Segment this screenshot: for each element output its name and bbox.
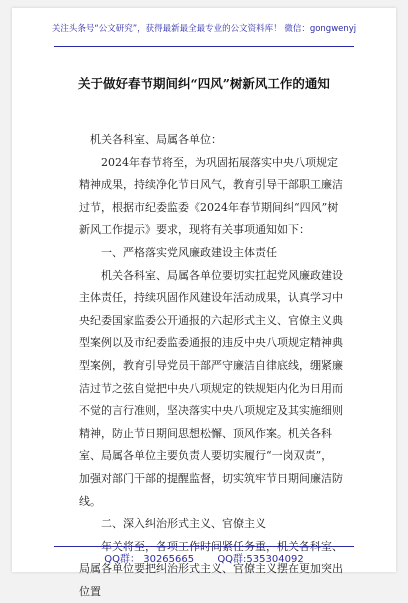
paragraph-intro: 2024年春节将至，为巩固拓展落实中央八项规定精神成果，持续净化节日风气，教育引导干部职工廉洁过节，根据市纪委监委《2024年春节期间纠“四风”树新风工作提示》要求，现将有关事项通知如下：	[79, 155, 343, 237]
salutation: 机关各科室、局属各单位：	[90, 133, 222, 146]
header-note: 关注头条号“公文研究”，获得最新最全最专业的公文资料库！ 微信：gongwenyj	[51, 24, 357, 34]
footer-qq-group-2: QQ群:535304092	[217, 554, 304, 565]
footer-qq-group-1: QQ群： 30265665	[104, 554, 195, 565]
document-page	[12, 8, 396, 598]
paragraph-section-1: 机关各科室、局属各单位要切实扛起党风廉政建设主体责任，持续巩固作风建设年活动成果，认真学习中央纪委国家监委公开通报的六起形式主义、官僚主义典型案例以及市纪委监委通报的违反中央八项规定精神典型案例，教育引导党员干部严守廉洁自律底线，绷紧廉洁过节之弦自觉把中央八项规定的铁规矩内化为日用而不觉的言行准则，坚决落实中央八项规定及其实施细则精神，防止节日期间思想松懈、顶风作案。机关各科室、局属各单位主要负责人要切实履行“一岗双责”，加强对部门干部的提醒监督，切实筑牢节日期间廉洁防线。	[79, 268, 343, 508]
footer-divider	[54, 546, 354, 547]
header-divider	[54, 46, 354, 47]
section-heading-2: 二、深入纠治形式主义、官僚主义	[101, 517, 266, 531]
document-body	[79, 129, 343, 603]
section-heading-1: 一、严格落实党风廉政建设主体责任	[101, 245, 277, 259]
footer	[12, 550, 396, 565]
paragraph-section-2: 年关将至，各项工作时间紧任务重，机关各科室、局属各单位要把纠治形式主义、官僚主义摆在更加突出位置	[79, 539, 343, 598]
document-title: 关于做好春节期间纠“四风”树新风工作的通知	[78, 76, 330, 91]
